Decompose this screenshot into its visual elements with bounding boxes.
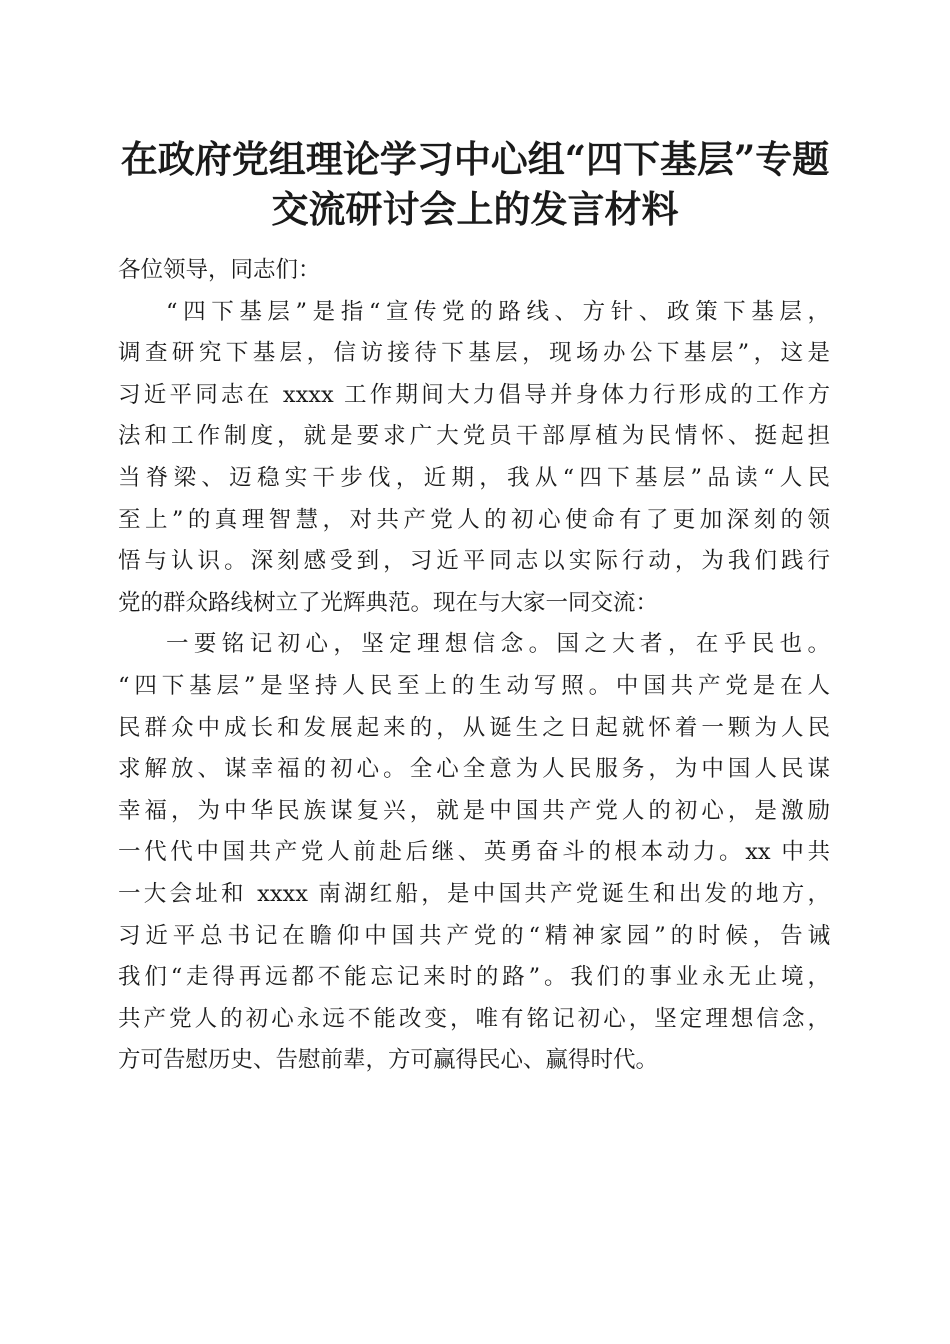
title-line-2: 交流研讨会上的发言材料 [271,187,679,231]
paragraph-2 [118,624,830,1082]
greeting: 各位领导，同志们： [118,257,321,283]
document-body [118,250,830,1082]
paragraph-1 [118,292,830,625]
paragraph-line: 至上”的真理智慧，对共产党人的初心使命有了更加深刻的领 [118,506,830,533]
paragraph-line: 民群众中成长和发展起来的，从诞生之日起就怀着一颗为人民 [118,714,830,741]
paragraph-line: 悟与认识。深刻感受到，习近平同志以实际行动，为我们践行 [118,548,830,575]
paragraph-line: 一大会址和 xxxx 南湖红船，是中国共产党诞生和出发的地方， [118,880,830,907]
paragraph-line: 党的群众路线树立了光辉典范。现在与大家一同交流： [118,589,659,616]
title-line-1: 在政府党组理论学习中心组“四下基层”专题 [120,137,830,181]
paragraph-line: 幸福，为中华民族谋复兴，就是中国共产党人的初心，是激励 [118,797,830,824]
paragraph-line: 习近平同志在 xxxx 工作期间大力倡导并身体力行形成的工作方 [118,381,830,408]
paragraph-line: 方可告慰历史、告慰前辈，方可赢得民心、赢得时代。 [118,1047,659,1074]
paragraph-line: 共产党人的初心永远不能改变，唯有铭记初心，坚定理想信念， [118,1005,830,1032]
paragraph-line: 一代代中国共产党人前赴后继、英勇奋斗的根本动力。xx 中共 [118,839,830,866]
paragraph-line: 法和工作制度，就是要求广大党员干部厚植为民情怀、挺起担 [118,423,830,450]
paragraph-line: 习近平总书记在瞻仰中国共产党的“精神家园”的时候，告诫 [118,922,830,949]
paragraph-line: 调查研究下基层，信访接待下基层，现场办公下基层”，这是 [118,340,830,367]
document-title [100,134,850,234]
paragraph-line: 我们“走得再远都不能忘记来时的路”。我们的事业永无止境， [118,964,830,991]
paragraph-line: 一要铭记初心，坚定理想信念。国之大者，在乎民也。 [166,631,830,658]
paragraph-line: “四下基层”是指“宣传党的路线、方针、政策下基层， [166,298,830,325]
paragraph-line: 当脊梁、迈稳实干步伐，近期，我从“四下基层”品读“人民 [118,464,830,491]
paragraph-line: 求解放、谋幸福的初心。全心全意为人民服务，为中国人民谋 [118,756,830,783]
paragraph-line: “四下基层”是坚持人民至上的生动写照。中国共产党是在人 [118,672,830,699]
